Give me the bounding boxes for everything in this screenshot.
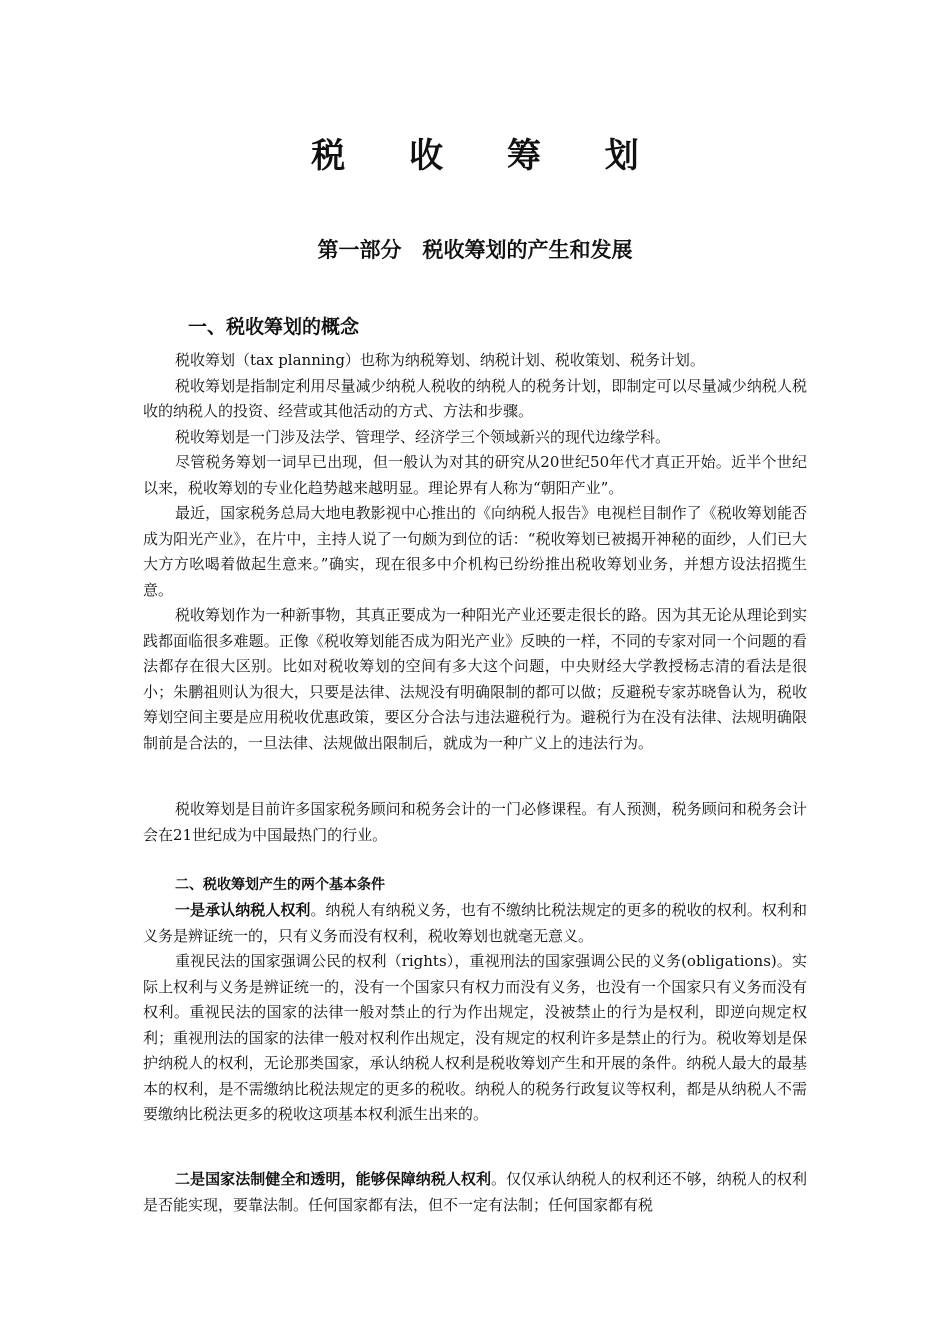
bold-lead: 二是国家法制健全和透明，能够保障纳税人权利 [175,1170,492,1188]
paragraph: 重视民法的国家强调公民的权利（rights），重视刑法的国家强调公民的义务(obligations)。实际上权利与义务是辨证统一的，没有一个国家只有权力而没有义务，也没有一个国家只有义务而没有权利。重视民法的国家的法律一般对禁止的行为作出规定，没被禁止的行为是权利，即逆向规定权利；重视刑法的国家的法律一般对权利作出规定，没有规定的权利许多是禁止的行为。税收筹划是保护纳税人的权利，无论那类国家，承认纳税人权利是税收筹划产生和开展的条件。纳税人最大的最基本的权利，是不需缴纳比税法规定的更多的税收。纳税人的税务行政复议等权利，都是从纳税人不需要缴纳比税法更多的税收这项基本权利派生出来的。 [143,952,807,1123]
paragraph: 税收筹划作为一种新事物，其真正要成为一种阳光产业还要走很长的路。因为其无论从理论到实践都面临很多难题。正像《税收筹划能否成为阳光产业》反映的一样，不同的专家对同一个问题的看法都存在很大区别。比如对税收筹划的空间有多大这个问题，中央财经大学教授杨志清的看法是很小；朱鹏祖则认为很大，只要是法律、法规没有明确限制的都可以做；反避税专家苏晓鲁认为，税收筹划空间主要是应用税收优惠政策，要区分合法与违法避税行为。避税行为在没有法律、法规明确限制前是合法的，一旦法律、法规做出限制后，就成为一种广义上的违法行为。 [143,606,807,752]
section2-heading: 二、税收筹划产生的两个基本条件 [175,877,385,893]
section1-body [143,348,807,756]
bold-lead: 一是承认纳税人权利 [175,901,311,919]
paragraph: 最近，国家税务总局大地电教影视中心推出的《向纳税人报告》电视栏目制作了《税收筹划能否成为阳光产业》，在片中，主持人说了一句颇为到位的话：“税收筹划已被揭开神秘的面纱，人们已大大方方吆喝着做起生意来。”确实，现在很多中介机构已纷纷推出税收筹划业务，并想方设法招揽生意。 [143,504,807,599]
section1-heading: 一、税收筹划的概念 [188,316,360,338]
paragraph [143,898,807,949]
part-heading: 第一部分 税收筹划的产生和发展 [317,238,633,262]
paragraph: 税收筹划是目前许多国家税务顾问和税务会计的一门必修课程。有人预测，税务顾问和税务会计会在21世纪成为中国最热门的行业。 [143,800,807,844]
section2-body-continued [143,1167,807,1218]
paragraph [143,1167,807,1218]
document-title: 税 收 筹 划 [311,136,665,176]
paragraph-text: 。仅仅承认纳税人的权利还不够，纳税人的权利是否能实现，要靠法制。任何国家都有法，但不一定有法制；任何国家都有税 [143,1170,807,1214]
paragraph: 税收筹划是指制定利用尽量减少纳税人税收的纳税人的税务计划，即制定可以尽量减少纳税人税收的纳税人的投资、经营或其他活动的方式、方法和步骤。 [143,376,807,420]
paragraph: 尽管税务筹划一词早已出现，但一般认为对其的研究从20世纪50年代才真正开始。近半个世纪以来，税收筹划的专业化趋势越来越明显。理论界有人称为“朝阳产业”。 [143,453,807,497]
paragraph-text: 。纳税人有纳税义务，也有不缴纳比税法规定的更多的税收的权利。权利和义务是辨证统一的，只有义务而没有权利，税收筹划也就毫无意义。 [143,901,807,945]
paragraph: 税收筹划是一门涉及法学、管理学、经济学三个领域新兴的现代边缘学科。 [175,427,671,446]
section1-closing [143,797,807,848]
section2-body [143,898,807,1128]
paragraph: 税收筹划（tax planning）也称为纳税筹划、纳税计划、税收策划、税务计划。 [175,351,705,369]
